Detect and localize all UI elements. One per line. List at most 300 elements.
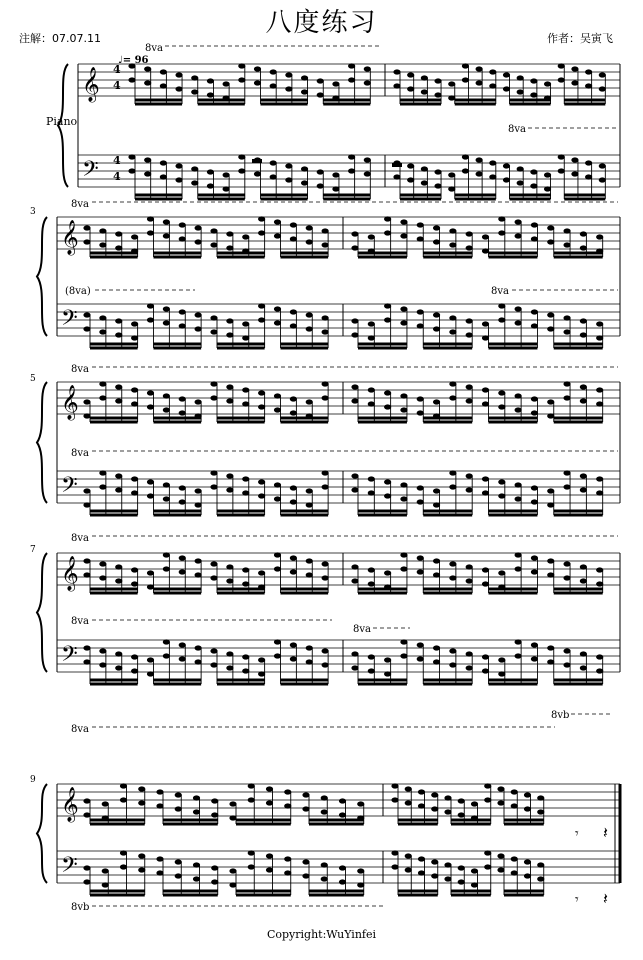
- notehead: [120, 864, 127, 869]
- notehead: [147, 671, 154, 676]
- notehead: [563, 381, 570, 386]
- notehead: [482, 567, 489, 572]
- notehead: [599, 163, 606, 168]
- notehead: [128, 168, 135, 173]
- notehead: [405, 786, 412, 791]
- notehead: [229, 801, 236, 806]
- notehead: [515, 639, 522, 644]
- ottava-bassa-label: 8vb: [551, 710, 570, 721]
- notehead: [482, 234, 489, 239]
- notehead: [274, 306, 281, 311]
- ottava-label: 8va: [508, 124, 526, 135]
- notehead: [462, 63, 469, 68]
- notehead: [207, 92, 214, 97]
- notehead: [160, 160, 167, 165]
- notehead: [531, 236, 538, 241]
- notehead: [418, 789, 425, 794]
- notehead: [339, 879, 346, 884]
- notehead: [484, 864, 491, 869]
- notehead: [242, 490, 249, 495]
- notehead: [433, 488, 440, 493]
- notehead: [147, 303, 154, 308]
- notehead: [466, 473, 473, 478]
- notehead: [83, 413, 90, 418]
- notehead: [131, 581, 138, 586]
- notehead: [226, 473, 233, 478]
- bass-clef-icon: 𝄢: [61, 473, 78, 503]
- notehead: [497, 867, 504, 872]
- notehead: [270, 174, 277, 179]
- notehead: [242, 476, 249, 481]
- notehead: [384, 657, 391, 662]
- notehead: [191, 89, 198, 94]
- notehead: [384, 390, 391, 395]
- notehead: [515, 393, 522, 398]
- notehead: [270, 69, 277, 74]
- notehead: [433, 558, 440, 563]
- notehead: [498, 404, 505, 409]
- notehead: [226, 245, 233, 250]
- notehead: [302, 859, 309, 864]
- notehead: [563, 329, 570, 334]
- notehead: [531, 569, 538, 574]
- notehead: [83, 572, 90, 577]
- notehead: [131, 668, 138, 673]
- notehead: [284, 870, 291, 875]
- notehead: [596, 490, 603, 495]
- notehead: [482, 321, 489, 326]
- notehead: [115, 487, 122, 492]
- notehead: [482, 476, 489, 481]
- notehead: [99, 561, 106, 566]
- notehead: [497, 853, 504, 858]
- notehead: [83, 812, 90, 817]
- notehead: [405, 867, 412, 872]
- notehead: [547, 488, 554, 493]
- notehead: [515, 219, 522, 224]
- notehead: [571, 157, 578, 162]
- notehead: [339, 812, 346, 817]
- notehead: [515, 306, 522, 311]
- notehead: [418, 803, 425, 808]
- notehead: [156, 803, 163, 808]
- notehead: [306, 572, 313, 577]
- notehead: [563, 315, 570, 320]
- notehead: [258, 671, 265, 676]
- notehead: [466, 665, 473, 670]
- notehead: [357, 868, 364, 873]
- notehead: [290, 236, 297, 241]
- notehead: [163, 552, 170, 557]
- notehead: [417, 309, 424, 314]
- notehead: [179, 485, 186, 490]
- notehead: [524, 792, 531, 797]
- notehead: [248, 850, 255, 855]
- notehead: [195, 225, 202, 230]
- notehead: [179, 236, 186, 241]
- notehead: [156, 789, 163, 794]
- notehead: [482, 248, 489, 253]
- notehead: [448, 95, 455, 100]
- notehead: [258, 479, 265, 484]
- notehead: [448, 81, 455, 86]
- notehead: [384, 303, 391, 308]
- notehead: [193, 862, 200, 867]
- notehead: [317, 78, 324, 83]
- notehead: [391, 783, 398, 788]
- notehead: [179, 410, 186, 415]
- notehead: [147, 570, 154, 575]
- notehead: [226, 398, 233, 403]
- notehead: [511, 856, 518, 861]
- notehead: [144, 171, 151, 176]
- notehead: [580, 398, 587, 403]
- notehead: [179, 569, 186, 574]
- notehead: [407, 86, 414, 91]
- notehead: [434, 183, 441, 188]
- ottava-label: 8va: [491, 286, 509, 297]
- ottava-label: 8va: [71, 724, 89, 735]
- notehead: [207, 78, 214, 83]
- notehead: [418, 870, 425, 875]
- notehead: [531, 309, 538, 314]
- notehead: [351, 578, 358, 583]
- notehead: [302, 806, 309, 811]
- notehead: [306, 399, 313, 404]
- notehead: [226, 665, 233, 670]
- notehead: [393, 174, 400, 179]
- notehead: [115, 473, 122, 478]
- notehead: [258, 317, 265, 322]
- notehead: [226, 651, 233, 656]
- notehead: [433, 312, 440, 317]
- notehead: [498, 493, 505, 498]
- notehead: [585, 69, 592, 74]
- notehead: [274, 639, 281, 644]
- notehead: [258, 493, 265, 498]
- notehead: [351, 398, 358, 403]
- notehead: [599, 72, 606, 77]
- notehead: [210, 662, 217, 667]
- notehead: [458, 879, 465, 884]
- notehead: [290, 309, 297, 314]
- notehead: [322, 315, 329, 320]
- notehead: [306, 659, 313, 664]
- notehead: [238, 168, 245, 173]
- instrument-label: Piano: [46, 115, 78, 128]
- notehead: [175, 806, 182, 811]
- notehead: [321, 809, 328, 814]
- ottava-paren-label: (8va): [65, 286, 91, 297]
- notehead: [462, 168, 469, 173]
- notehead: [120, 850, 127, 855]
- notehead: [226, 231, 233, 236]
- notehead: [138, 853, 145, 858]
- system-brace: [58, 64, 68, 187]
- notehead: [274, 233, 281, 238]
- notehead: [433, 572, 440, 577]
- notehead: [596, 476, 603, 481]
- notehead: [421, 75, 428, 80]
- notehead: [530, 183, 537, 188]
- notehead: [498, 303, 505, 308]
- notehead: [290, 410, 297, 415]
- notehead: [179, 309, 186, 314]
- notehead: [417, 410, 424, 415]
- notehead: [229, 882, 236, 887]
- notehead: [270, 83, 277, 88]
- notehead: [563, 470, 570, 475]
- notehead: [339, 798, 346, 803]
- notehead: [503, 72, 510, 77]
- notehead: [471, 801, 478, 806]
- notehead: [434, 169, 441, 174]
- notehead: [563, 484, 570, 489]
- notehead: [242, 387, 249, 392]
- bass-clef-icon: 𝄢: [61, 306, 78, 336]
- notehead: [83, 399, 90, 404]
- notehead: [400, 653, 407, 658]
- notehead: [83, 558, 90, 563]
- notehead: [498, 317, 505, 322]
- notehead: [238, 63, 245, 68]
- notehead: [160, 174, 167, 179]
- notehead: [210, 329, 217, 334]
- notehead: [131, 321, 138, 326]
- notehead: [563, 561, 570, 566]
- ottava-label: 8va: [145, 43, 163, 54]
- notehead: [571, 171, 578, 176]
- notehead: [242, 401, 249, 406]
- composer-credit: 作者：吴寅飞: [547, 32, 613, 45]
- notehead: [563, 575, 570, 580]
- notehead: [351, 318, 358, 323]
- notehead: [290, 569, 297, 574]
- notehead: [195, 645, 202, 650]
- notehead: [322, 470, 329, 475]
- notehead: [147, 317, 154, 322]
- notehead: [563, 242, 570, 247]
- notehead: [400, 566, 407, 571]
- notehead: [580, 578, 587, 583]
- notehead: [531, 485, 538, 490]
- notehead: [558, 77, 565, 82]
- notehead: [301, 75, 308, 80]
- notehead: [418, 856, 425, 861]
- notehead: [364, 66, 371, 71]
- notehead: [274, 496, 281, 501]
- notehead: [596, 567, 603, 572]
- rest-icon: 𝄽: [603, 889, 608, 908]
- notehead: [115, 332, 122, 337]
- notehead: [368, 335, 375, 340]
- notehead: [163, 496, 170, 501]
- notehead: [285, 163, 292, 168]
- notehead: [115, 665, 122, 670]
- notehead: [449, 575, 456, 580]
- notehead: [547, 239, 554, 244]
- notehead: [558, 63, 565, 68]
- notehead: [458, 798, 465, 803]
- notehead: [391, 850, 398, 855]
- notehead: [229, 868, 236, 873]
- notehead: [400, 233, 407, 238]
- page-title: 八度练习: [265, 8, 378, 38]
- notehead: [175, 177, 182, 182]
- notehead: [421, 89, 428, 94]
- notehead: [254, 80, 261, 85]
- notehead: [332, 186, 339, 191]
- notehead: [391, 797, 398, 802]
- notehead: [434, 92, 441, 97]
- notehead: [417, 396, 424, 401]
- notehead: [274, 393, 281, 398]
- notehead: [115, 398, 122, 403]
- notehead: [484, 850, 491, 855]
- notehead: [400, 407, 407, 412]
- bass-clef-icon: 𝄢: [82, 157, 99, 187]
- notehead: [226, 578, 233, 583]
- notehead: [400, 320, 407, 325]
- ottava-label: 8va: [71, 364, 89, 375]
- notehead: [476, 171, 483, 176]
- notehead: [83, 865, 90, 870]
- notehead: [302, 873, 309, 878]
- notehead: [444, 876, 451, 881]
- notehead: [531, 642, 538, 647]
- notehead: [348, 77, 355, 82]
- notehead: [476, 157, 483, 162]
- notehead: [351, 231, 358, 236]
- notehead: [348, 168, 355, 173]
- notehead: [515, 552, 522, 557]
- notehead: [531, 222, 538, 227]
- notehead: [400, 393, 407, 398]
- copyright-notice: Copyright:WuYinfei: [266, 928, 377, 941]
- notehead: [547, 502, 554, 507]
- notehead: [462, 77, 469, 82]
- notehead: [131, 567, 138, 572]
- notehead: [466, 245, 473, 250]
- notehead: [482, 490, 489, 495]
- notehead: [449, 484, 456, 489]
- notehead: [421, 166, 428, 171]
- notehead: [322, 484, 329, 489]
- notehead: [242, 567, 249, 572]
- notehead: [321, 795, 328, 800]
- notehead: [431, 873, 438, 878]
- notehead: [384, 317, 391, 322]
- notehead: [274, 219, 281, 224]
- notehead: [179, 642, 186, 647]
- notehead: [400, 552, 407, 557]
- notehead: [191, 75, 198, 80]
- notehead: [138, 786, 145, 791]
- notehead: [195, 312, 202, 317]
- notehead: [147, 584, 154, 589]
- system-brace: [37, 382, 47, 503]
- notehead: [301, 166, 308, 171]
- notehead: [99, 315, 106, 320]
- notehead: [179, 555, 186, 560]
- notehead: [421, 180, 428, 185]
- treble-clef-icon: 𝄞: [61, 385, 79, 420]
- notehead: [144, 66, 151, 71]
- notehead: [433, 239, 440, 244]
- notehead: [563, 648, 570, 653]
- notehead: [537, 809, 544, 814]
- notehead: [449, 228, 456, 233]
- notehead: [211, 812, 218, 817]
- notehead: [351, 384, 358, 389]
- notehead: [306, 326, 313, 331]
- notehead: [131, 654, 138, 659]
- time-signature-bottom: 4: [113, 170, 121, 183]
- notehead: [466, 398, 473, 403]
- notehead: [302, 792, 309, 797]
- notehead: [400, 639, 407, 644]
- notehead: [147, 230, 154, 235]
- notehead: [515, 407, 522, 412]
- notehead: [156, 870, 163, 875]
- notehead: [530, 78, 537, 83]
- notehead: [102, 801, 109, 806]
- notehead: [175, 72, 182, 77]
- notehead: [547, 413, 554, 418]
- notehead: [210, 470, 217, 475]
- notehead: [351, 487, 358, 492]
- notehead: [248, 783, 255, 788]
- notehead: [147, 404, 154, 409]
- notehead: [83, 225, 90, 230]
- notehead: [531, 396, 538, 401]
- notehead: [449, 381, 456, 386]
- notehead: [147, 216, 154, 221]
- notehead: [248, 797, 255, 802]
- notehead: [290, 323, 297, 328]
- notehead: [210, 228, 217, 233]
- notehead: [449, 329, 456, 334]
- notehead: [511, 789, 518, 794]
- notehead: [524, 859, 531, 864]
- notehead: [144, 80, 151, 85]
- notehead: [444, 795, 451, 800]
- notehead: [368, 401, 375, 406]
- notehead: [544, 172, 551, 177]
- notehead: [580, 332, 587, 337]
- notehead: [449, 395, 456, 400]
- notehead: [515, 320, 522, 325]
- notehead: [163, 306, 170, 311]
- notehead: [102, 882, 109, 887]
- notehead: [530, 92, 537, 97]
- notehead: [210, 561, 217, 566]
- notehead: [274, 407, 281, 412]
- notehead: [301, 89, 308, 94]
- tempo-marking: ♩= 96: [118, 55, 149, 66]
- notehead: [266, 867, 273, 872]
- ottava-bassa-label: 8vb: [71, 902, 90, 913]
- notehead: [175, 163, 182, 168]
- notehead: [248, 864, 255, 869]
- bass-clef-icon: 𝄢: [61, 642, 78, 672]
- notehead: [547, 645, 554, 650]
- notehead: [290, 555, 297, 560]
- notehead: [417, 642, 424, 647]
- notehead: [195, 659, 202, 664]
- notehead: [482, 581, 489, 586]
- notehead: [274, 566, 281, 571]
